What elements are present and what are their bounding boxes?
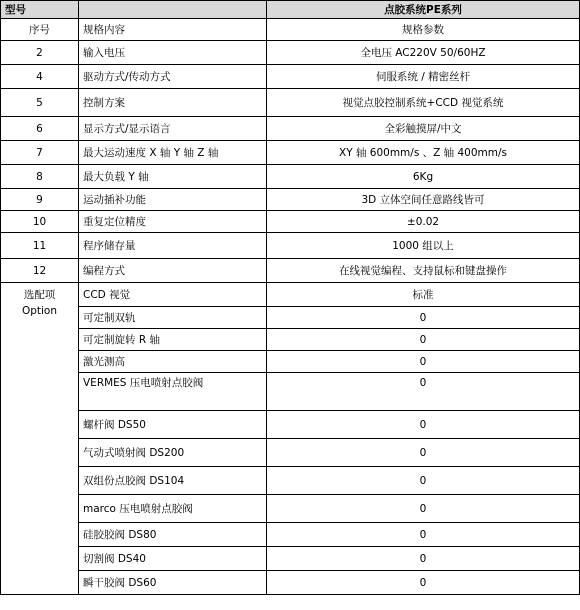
option-value: 0 [267, 373, 580, 411]
table-row [1, 89, 580, 117]
spec-item: 显示方式/显示语言 [79, 117, 267, 141]
option-row [1, 329, 580, 351]
option-item: 螺杆阀 DS50 [79, 411, 267, 439]
option-row [1, 439, 580, 467]
table-row [1, 117, 580, 141]
spec-item: 驱动方式/传动方式 [79, 65, 267, 89]
row-number: 8 [1, 165, 79, 189]
options-label-cn: 选配项 [23, 289, 56, 301]
option-row [1, 547, 580, 571]
option-value: 0 [267, 329, 580, 351]
option-value: 标准 [267, 283, 580, 307]
option-row [1, 307, 580, 329]
option-row [1, 571, 580, 595]
spec-item: 程序储存量 [79, 233, 267, 259]
option-item: 瞬干胶阀 DS60 [79, 571, 267, 595]
option-value: 0 [267, 307, 580, 329]
header-row [1, 1, 580, 19]
spec-item: 输入电压 [79, 41, 267, 65]
spec-value: 3D 立体空间任意路线皆可 [267, 189, 580, 211]
table-row [1, 165, 580, 189]
row-number: 11 [1, 233, 79, 259]
option-row [1, 523, 580, 547]
spec-item: 最大负载 Y 轴 [79, 165, 267, 189]
option-item: 激光测高 [79, 351, 267, 373]
spec-value: 伺服系统 / 精密丝杆 [267, 65, 580, 89]
column-header-value: 规格参数 [267, 19, 580, 41]
row-number: 10 [1, 211, 79, 233]
table-row [1, 141, 580, 165]
spec-value: ±0.02 [267, 211, 580, 233]
option-item: 气动式喷射阀 DS200 [79, 439, 267, 467]
option-item: 切割阀 DS40 [79, 547, 267, 571]
column-header-index: 序号 [1, 19, 79, 41]
table-row [1, 189, 580, 211]
row-number: 7 [1, 141, 79, 165]
option-row [1, 373, 580, 411]
spec-value: 全电压 AC220V 50/60HZ [267, 41, 580, 65]
column-header-item: 规格内容 [79, 19, 267, 41]
spec-value: 6Kg [267, 165, 580, 189]
row-number: 2 [1, 41, 79, 65]
option-value: 0 [267, 351, 580, 373]
option-row [1, 495, 580, 523]
table-row [1, 233, 580, 259]
option-value: 0 [267, 547, 580, 571]
option-item: marco 压电喷射点胶阀 [79, 495, 267, 523]
spec-item: 编程方式 [79, 259, 267, 283]
option-row [1, 283, 580, 307]
row-number: 9 [1, 189, 79, 211]
option-value: 0 [267, 495, 580, 523]
spec-item: 控制方案 [79, 89, 267, 117]
series-title: 点胶系统PE系列 [267, 1, 580, 19]
option-row [1, 351, 580, 373]
row-number: 5 [1, 89, 79, 117]
option-value: 0 [267, 467, 580, 495]
options-label-en: Option [21, 305, 58, 317]
option-item: 硅胶胶阀 DS80 [79, 523, 267, 547]
option-item: VERMES 压电喷射点胶阀 [79, 373, 267, 411]
row-number: 12 [1, 259, 79, 283]
table-row [1, 259, 580, 283]
option-item: 可定制双轨 [79, 307, 267, 329]
option-item: CCD 视觉 [79, 283, 267, 307]
spec-item: 最大运动速度 X 轴 Y 轴 Z 轴 [79, 141, 267, 165]
header-blank [79, 1, 267, 19]
table-row [1, 211, 580, 233]
options-group-label [1, 283, 79, 595]
option-item: 可定制旋转 R 轴 [79, 329, 267, 351]
option-item: 双组份点胶阀 DS104 [79, 467, 267, 495]
option-row [1, 411, 580, 439]
row-number: 4 [1, 65, 79, 89]
spec-item: 运动插补功能 [79, 189, 267, 211]
spec-value: XY 轴 600mm/s 、Z 轴 400mm/s [267, 141, 580, 165]
row-number: 6 [1, 117, 79, 141]
option-value: 0 [267, 523, 580, 547]
table-row [1, 41, 580, 65]
spec-value: 在线视觉编程、支持鼠标和键盘操作 [267, 259, 580, 283]
model-label: 型号 [1, 1, 79, 19]
option-value: 0 [267, 439, 580, 467]
option-row [1, 467, 580, 495]
spec-value: 视觉点胶控制系统+CCD 视觉系统 [267, 89, 580, 117]
option-value: 0 [267, 571, 580, 595]
spec-value: 全彩触摸屏/中文 [267, 117, 580, 141]
spec-value: 1000 组以上 [267, 233, 580, 259]
table-row [1, 65, 580, 89]
subheader-row [1, 19, 580, 41]
option-value: 0 [267, 411, 580, 439]
spec-item: 重复定位精度 [79, 211, 267, 233]
